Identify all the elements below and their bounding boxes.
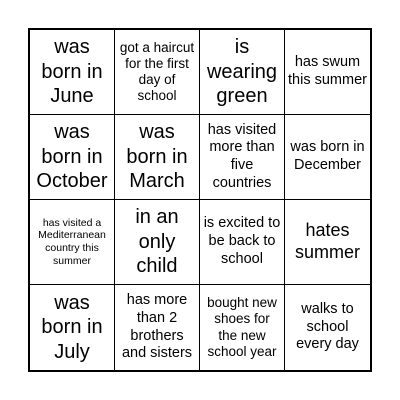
bingo-cell[interactable]: bought new shoes for the new school year: [200, 285, 285, 370]
bingo-cell[interactable]: in an only child: [115, 200, 200, 285]
bingo-cell[interactable]: was born in March: [115, 115, 200, 200]
bingo-cell[interactable]: was born in June: [30, 30, 115, 115]
bingo-cell[interactable]: was born in July: [30, 285, 115, 370]
bingo-board: [28, 28, 372, 372]
bingo-cell[interactable]: has visited more than five countries: [200, 115, 285, 200]
bingo-cell[interactable]: has swum this summer: [285, 30, 370, 115]
bingo-cell[interactable]: has visited a Mediterranean country this summer: [30, 200, 115, 285]
bingo-cell[interactable]: was born in October: [30, 115, 115, 200]
bingo-cell[interactable]: hates summer: [285, 200, 370, 285]
bingo-cell[interactable]: has more than 2 brothers and sisters: [115, 285, 200, 370]
bingo-cell[interactable]: walks to school every day: [296, 300, 359, 353]
bingo-cell[interactable]: was born in December: [285, 115, 370, 200]
bingo-cell[interactable]: is wearing green: [200, 30, 285, 115]
bingo-cell[interactable]: got a haircut for the first day of school: [115, 30, 200, 115]
bingo-cell[interactable]: is excited to be back to school: [200, 200, 285, 285]
